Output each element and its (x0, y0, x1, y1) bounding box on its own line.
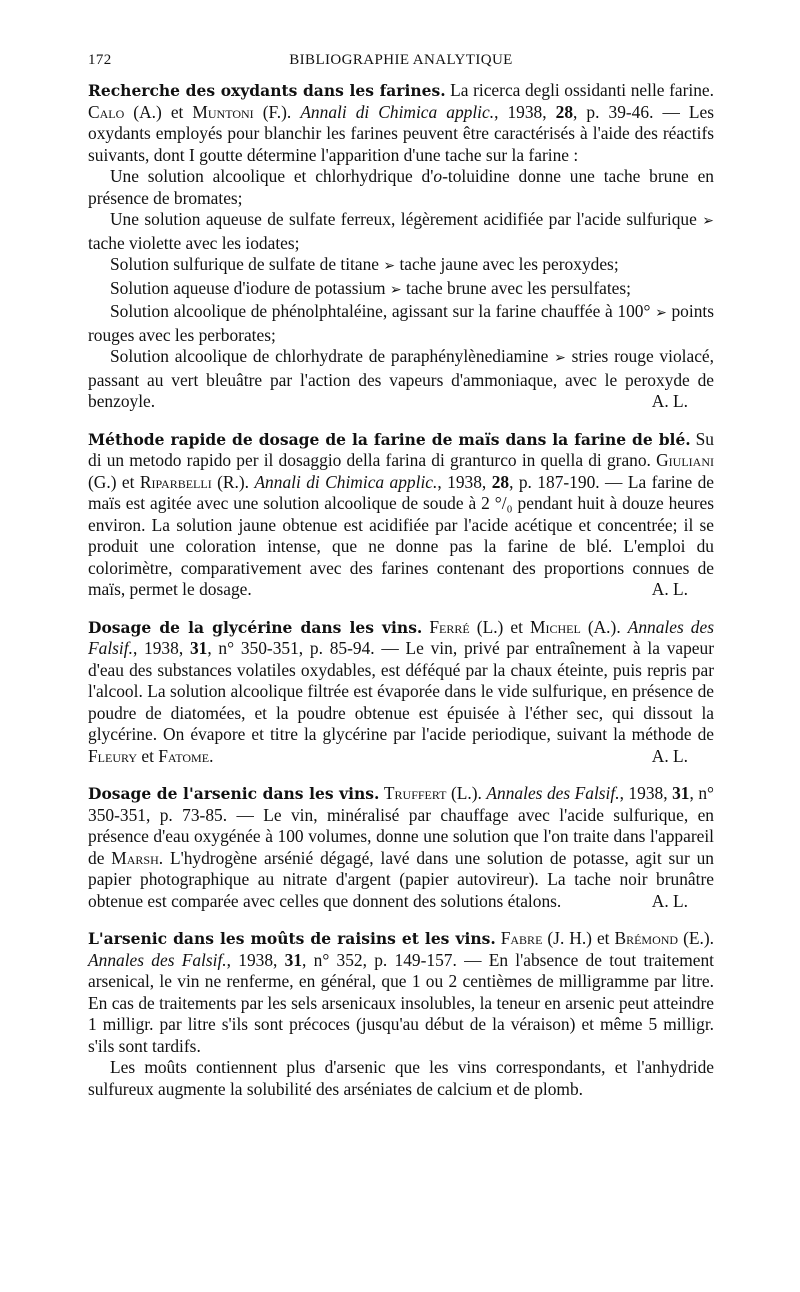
text-segment: Une solution aqueuse de sulfate ferreux, légèrement acidifiée par l'acide sulfurique (110, 209, 703, 229)
text-segment: , 1938, (132, 638, 190, 658)
text-segment: Solution alcoolique de phénolphtaléine, agissant sur la farine chauffée à 100° (110, 301, 656, 321)
article-paragraph (88, 783, 714, 912)
text-segment: Brémond (614, 928, 679, 948)
text-segment: , 1938, (226, 949, 285, 970)
text-segment: , n° 350-351, p. 73-85. — Le vin, minéralisé par chauffage avec l'acide sulfurique, en présence d'eau oxygénée à 100 volumes, donne une solution que l'on traite dans l'appareil de (88, 783, 714, 868)
text-segment: , 1938, (437, 471, 492, 492)
text-segment: Calo (88, 101, 125, 122)
article-signature: A. L. (651, 745, 688, 766)
article-signature: A. L. (651, 579, 688, 599)
text-segment: Annales des Falsif. (88, 616, 714, 658)
text-segment: , p. 187-190. — La farine de maïs est agitée avec une solution alcoolique de soude à 2 °/₀ pendant huit à douze heures environ. La solution jaune obtenue est acidifiée par l'acide acétique et concentrée; il se produit une coloration intense, que ne donne pas la farine de blé. L'emploi du colorimètre, comparativement avec des farines contenant des proportions connues de maïs, permet le dosage. (88, 471, 714, 599)
article-paragraph (88, 1057, 714, 1100)
article-title: Méthode rapide de dosage de la farine de maïs dans la farine de blé. (88, 429, 691, 449)
text-segment: -toluidine donne une tache brune en présence de bromates; (88, 166, 714, 208)
text-segment: 31 (189, 638, 208, 658)
text-segment: , n° 350-351, p. 85-94. — Le vin, privé par entraînement à la vapeur d'eau des substances volatiles oxydables, est déféqué par la chaux éteinte, puis repris par l'alcool. La solution alcoolique filtrée est évaporée dans le vide sulfurique, en présence de poudre de diatomées, et la poudre obtenue est épuisée à l'éther sec, qui dissout la glycérine. On évapore et titre la glycérine par l'acide periodique, suivant la méthode de (88, 638, 715, 744)
running-title: BIBLIOGRAPHIE ANALYTIQUE (289, 52, 513, 68)
text-segment: Michel (529, 616, 581, 637)
page-number: 172 (88, 52, 112, 68)
text-segment: ➢ (383, 259, 396, 274)
text-segment: (R.). (211, 471, 255, 492)
text-segment: tache jaune avec les peroxydes; (395, 254, 619, 274)
text-segment: Annali di Chimica applic. (254, 471, 438, 492)
text-segment: (F.). (253, 101, 301, 122)
article-paragraph (88, 254, 714, 278)
article-paragraph (88, 617, 714, 768)
text-segment: o (433, 166, 443, 186)
text-segment: tache violette avec les iodates; (88, 232, 300, 253)
text-segment: points rouges avec les perborates; (88, 301, 714, 345)
text-segment: Solution alcoolique de chlorhydrate de paraphénylènediamine (110, 346, 555, 366)
text-segment: Annales des Falsif. (88, 949, 227, 970)
text-segment: Riparbelli (139, 471, 212, 492)
text-segment: Solution sulfurique de sulfate de titane (110, 254, 384, 274)
text-segment: ➢ (655, 306, 667, 321)
text-segment: Annali di Chimica applic. (300, 101, 495, 122)
text-segment: Giuliani (656, 450, 714, 470)
text-segment: Muntoni (192, 101, 254, 122)
text-segment: (L.) et (469, 616, 530, 637)
text-segment: (E.). (678, 928, 714, 948)
article-paragraph (88, 80, 714, 166)
text-segment: (L.). (446, 783, 487, 803)
article-entry (88, 429, 714, 601)
text-segment: (J. H.) et (542, 928, 615, 948)
text-segment: , 1938, (619, 783, 673, 803)
text-segment: (G.) et (88, 471, 140, 492)
text-segment: Fabre (500, 928, 543, 948)
article-paragraph (88, 166, 714, 209)
article-paragraph (88, 429, 714, 601)
text-segment: et (137, 745, 159, 766)
text-segment: Annales des Falsif. (486, 783, 620, 803)
text-segment: (A.) et (124, 101, 193, 122)
text-segment: La ricerca degli ossidanti nelle farine. (445, 80, 714, 100)
text-segment: , 1938, (494, 101, 556, 122)
text-segment: ➢ (389, 282, 402, 298)
article-signature: A. L. (651, 890, 688, 911)
text-segment: . L'hydrogène arsénié dégagé, lavé dans une solution de potasse, agit sur un papier photographique au nitrate d'argent (papier autovireur). La tache noir brunâtre obtenue est comparée avec celles que donnent des solutions étalons. (88, 847, 715, 911)
text-segment: (A.). (580, 616, 628, 637)
text-segment: tache brune avec les persulfates; (401, 277, 631, 298)
text-segment: . (209, 745, 214, 766)
article-list (88, 80, 714, 1100)
running-head (88, 52, 714, 80)
text-segment: Solution aqueuse d'iodure de potassium (110, 277, 390, 298)
text-segment: 28 (491, 471, 510, 492)
article-paragraph (88, 301, 714, 346)
text-segment: 31 (284, 949, 303, 970)
text-segment: ➢ (702, 214, 714, 229)
text-segment: Les moûts contiennent plus d'arsenic que les vins correspondants, et l'anhydride sulfureux augmente la solubilité des arséniates de calcium et de plomb. (88, 1057, 714, 1099)
text-segment: Une solution alcoolique et chlorhydrique d' (110, 166, 434, 186)
article-signature: A. L. (651, 391, 688, 411)
text-segment: Ferré (429, 616, 470, 637)
article-entry (88, 617, 714, 768)
article-title: L'arsenic dans les moûts de raisins et les vins. (88, 929, 496, 948)
article-entry (88, 783, 714, 912)
article-entry (88, 80, 714, 413)
text-segment: Truffert (383, 783, 447, 803)
page (88, 52, 714, 1116)
text-segment: Fatome (158, 745, 210, 766)
text-segment: 28 (555, 101, 574, 122)
article-entry (88, 928, 714, 1100)
text-segment: Fleury (88, 745, 138, 766)
article-title: Recherche des oxydants dans les farines. (88, 81, 446, 100)
text-segment: Marsh (111, 847, 159, 868)
text-segment: , p. 39-46. — Les oxydants employés pour blanchir les farines peuvent être caractérisés à l'aide des réactifs suivants, dont I goutte détermine l'apparition d'une tache sur la farine : (88, 101, 714, 165)
article-paragraph (88, 209, 714, 254)
article-paragraph (88, 346, 714, 413)
article-paragraph (88, 278, 714, 302)
text-segment: ➢ (554, 351, 566, 366)
article-paragraph (88, 928, 714, 1057)
article-title: Dosage de l'arsenic dans les vins. (88, 784, 380, 803)
text-segment: stries rouge violacé, passant au vert bleuâtre par l'action des vapeurs d'ammoniaque, avec le peroxyde de benzoyle. (88, 346, 714, 411)
text-segment: 31 (672, 783, 690, 803)
text-segment: , n° 352, p. 149-157. — En l'absence de tout traitement arsenical, le vin ne renferme, en général, que 1 ou 2 centièmes de milligramme par litre. En cas de traitements par les sels arsenicaux insolubles, la teneur en arsenic peut atteindre 1 milligr. par litre s'ils sont précoces (jusqu'au début de la véraison) et même 5 milligr. s'ils sont tardifs. (88, 949, 715, 1056)
text-segment: Su di un metodo rapido per il dosaggio della farina di granturco in quella di grano. (88, 428, 715, 470)
article-title: Dosage de la glycérine dans les vins. (88, 617, 423, 637)
